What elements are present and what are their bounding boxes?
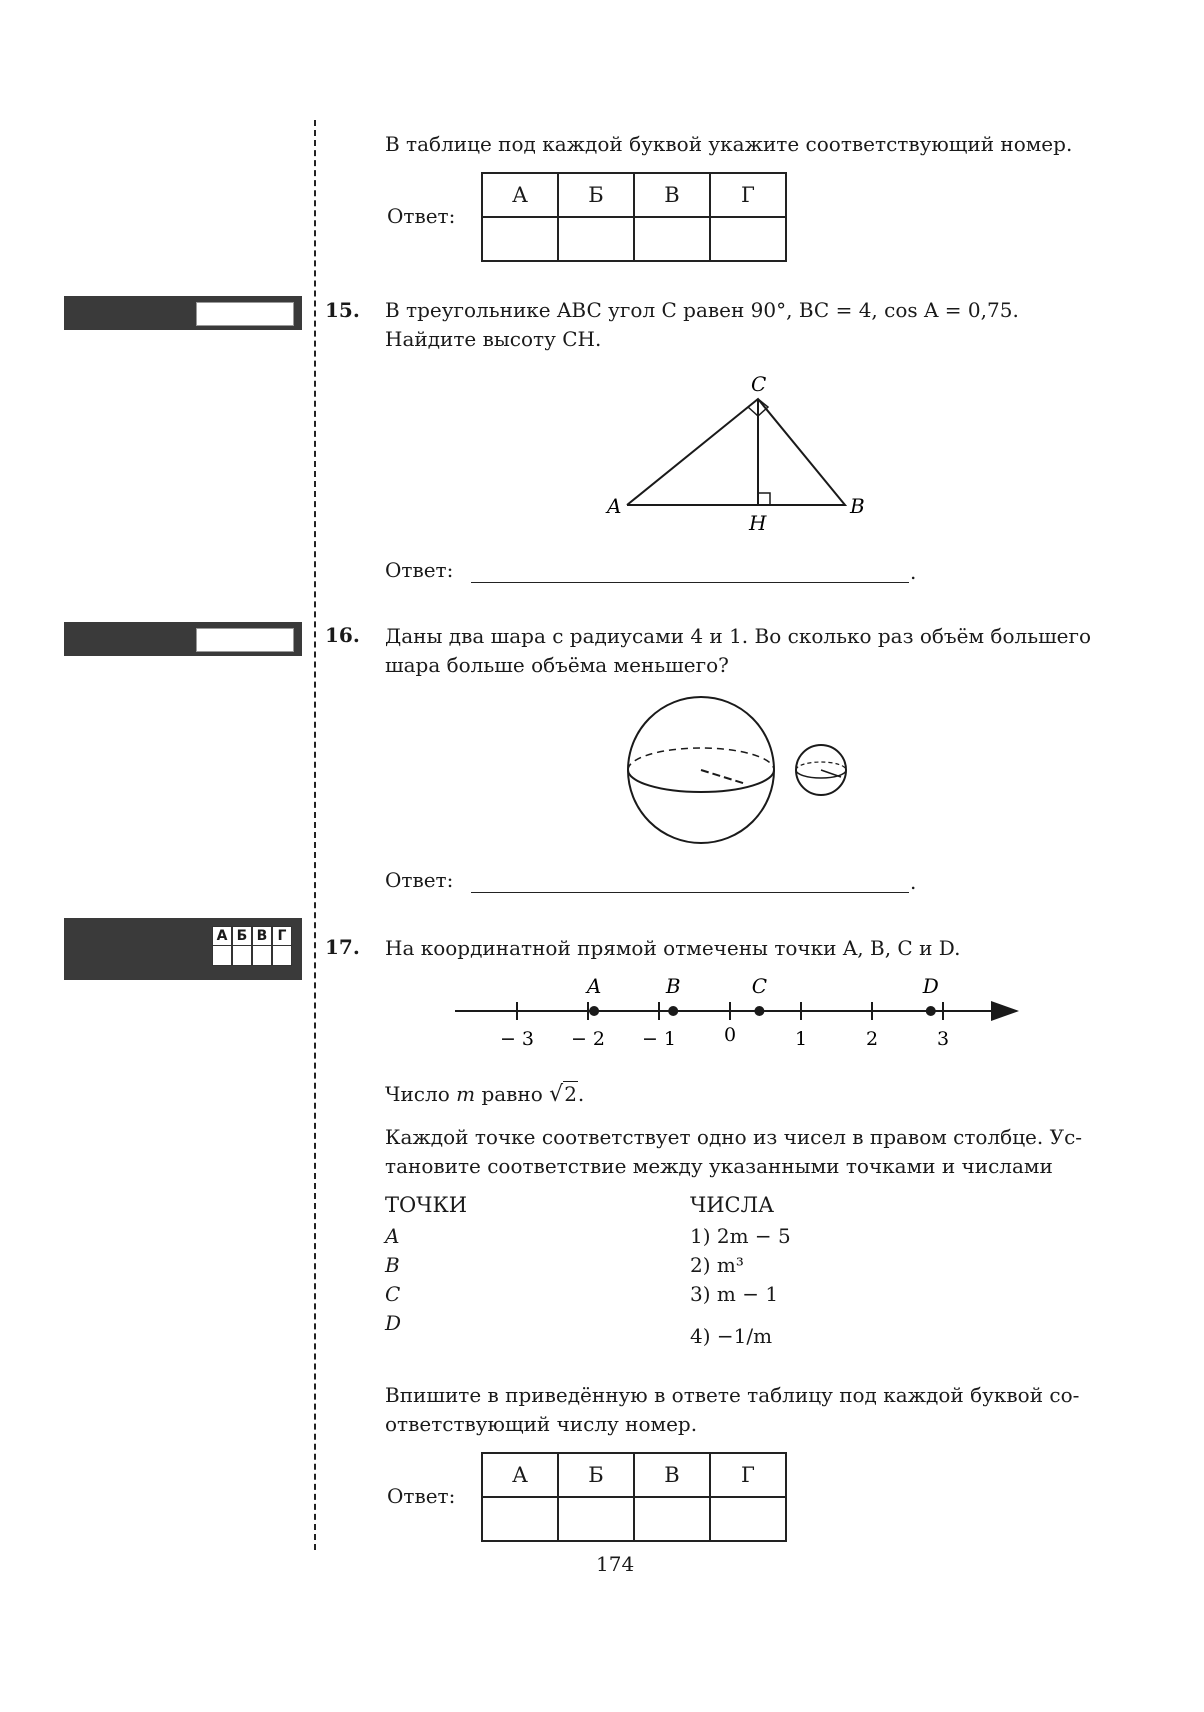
task17-para2-l2: ответствующий числу номер.	[385, 1412, 698, 1436]
m-value: 2	[564, 1082, 577, 1106]
label-h: H	[749, 511, 767, 535]
cut-line	[314, 120, 316, 1550]
ans-col-v: В	[634, 1453, 710, 1497]
point-d-dot	[926, 1006, 936, 1016]
number-option-4: 4) −1/m	[690, 1324, 773, 1348]
ans-col-g: Г	[710, 1453, 786, 1497]
number-line-figure	[440, 960, 1030, 1060]
task15-number: 15.	[325, 298, 360, 322]
col-numbers-header: ЧИСЛА	[690, 1193, 775, 1217]
task15-line2: Найдите высоту CH.	[385, 327, 602, 351]
task15-answer-end: .	[910, 560, 917, 584]
task16-answer-line[interactable]	[471, 866, 909, 893]
point-d-label: D	[922, 974, 939, 998]
big-equator-front	[628, 770, 774, 792]
small-equator-back	[796, 762, 846, 770]
page-number: 174	[596, 1552, 635, 1576]
task17-answer-cell[interactable]	[710, 1497, 786, 1541]
task15-answer-line[interactable]	[471, 556, 909, 583]
tick-label: − 1	[641, 1028, 677, 1050]
top-answer-label: Ответ:	[387, 204, 456, 228]
point-c-label: C	[751, 974, 768, 998]
m-end: .	[577, 1082, 585, 1106]
tick-label: 1	[794, 1028, 808, 1050]
mini-grid-cell[interactable]	[212, 926, 232, 966]
top-instruction: В таблице под каждой буквой укажите соответствующий номер.	[385, 132, 1073, 156]
m-text-b: равно	[481, 1082, 543, 1106]
task16-answer-end: .	[910, 870, 917, 894]
point-b: B	[385, 1253, 400, 1277]
right-angle-h	[758, 493, 770, 505]
mini-grid-letter: В	[253, 927, 271, 946]
task15-answer-box[interactable]	[196, 302, 294, 326]
task15-line1: В треугольнике ABC угол C равен 90°, BC = 4, cos A = 0,75.	[385, 298, 1019, 322]
m-var: m	[456, 1082, 476, 1106]
small-radius	[821, 770, 841, 777]
point-a-dot	[589, 1006, 599, 1016]
mini-grid-cell[interactable]	[232, 926, 252, 966]
top-answer-cell[interactable]	[558, 217, 634, 261]
mini-grid-letter: Г	[273, 927, 291, 946]
task17-answer-cell[interactable]	[482, 1497, 558, 1541]
ans-col-b: Б	[558, 1453, 634, 1497]
tick-label: − 3	[499, 1028, 535, 1050]
tick-label: 2	[865, 1028, 879, 1050]
task17-mini-grid[interactable]	[212, 926, 292, 966]
task17-answer-table	[481, 1452, 787, 1542]
label-c: C	[751, 372, 767, 396]
ans-col-a: А	[482, 1453, 558, 1497]
task15-answer-label: Ответ:	[385, 558, 454, 582]
task16-line2: шара больше объёма меньшего?	[385, 653, 729, 677]
task16-marker	[64, 622, 302, 656]
point-c: C	[385, 1282, 401, 1306]
task17-para2-l1: Впишите в приведённую в ответе таблицу под каждой буквой со-	[385, 1383, 1080, 1407]
top-col-b: Б	[558, 173, 634, 217]
point-b-label: B	[665, 974, 681, 998]
task17-answer-label: Ответ:	[387, 1484, 456, 1508]
tick-label: 0	[723, 1024, 737, 1046]
label-a: A	[607, 494, 622, 518]
mini-grid-letter: А	[213, 927, 231, 946]
number-option-1: 1) 2m − 5	[690, 1224, 791, 1248]
triangle-figure	[600, 368, 880, 538]
top-answer-cell[interactable]	[710, 217, 786, 261]
point-d: D	[385, 1311, 402, 1335]
mini-grid-cell[interactable]	[272, 926, 292, 966]
mini-grid-letter: Б	[233, 927, 251, 946]
task17-number: 17.	[325, 935, 360, 959]
mini-grid-cell[interactable]	[252, 926, 272, 966]
big-equator-back	[628, 748, 774, 770]
point-a: A	[385, 1224, 400, 1248]
top-col-v: В	[634, 173, 710, 217]
task17-intro: На координатной прямой отмечены точки A, B, C и D.	[385, 936, 961, 960]
m-text-a: Число	[385, 1082, 450, 1106]
top-answer-table	[481, 172, 787, 262]
top-answer-cell[interactable]	[482, 217, 558, 261]
col-points-header: ТОЧКИ	[385, 1193, 468, 1217]
sqrt-sign: √	[549, 1082, 564, 1107]
top-col-a: А	[482, 173, 558, 217]
task16-number: 16.	[325, 623, 360, 647]
m-definition	[385, 1080, 584, 1109]
number-option-2: 2) m³	[690, 1253, 744, 1277]
task15-marker	[64, 296, 302, 330]
triangle-abc	[627, 399, 845, 505]
tick-label: − 2	[570, 1028, 606, 1050]
label-b: B	[850, 494, 865, 518]
big-radius	[701, 770, 746, 784]
tick-label: 3	[936, 1028, 950, 1050]
top-col-g: Г	[710, 173, 786, 217]
task17-answer-cell[interactable]	[558, 1497, 634, 1541]
task16-answer-label: Ответ:	[385, 868, 454, 892]
task17-para1-l1: Каждой точке соответствует одно из чисел в правом столбце. Ус-	[385, 1125, 1083, 1149]
task16-line1: Даны два шара с радиусами 4 и 1. Во сколько раз объём большего	[385, 624, 1092, 648]
top-answer-cell[interactable]	[634, 217, 710, 261]
task17-marker	[64, 918, 302, 980]
task17-answer-cell[interactable]	[634, 1497, 710, 1541]
spheres-figure	[620, 694, 860, 854]
point-c-dot	[754, 1006, 764, 1016]
task16-answer-box[interactable]	[196, 628, 294, 652]
point-b-dot	[668, 1006, 678, 1016]
task17-para1-l2: тановите соответствие между указанными точками и числами	[385, 1154, 1053, 1178]
number-option-3: 3) m − 1	[690, 1282, 779, 1306]
point-a-label: A	[586, 974, 602, 998]
